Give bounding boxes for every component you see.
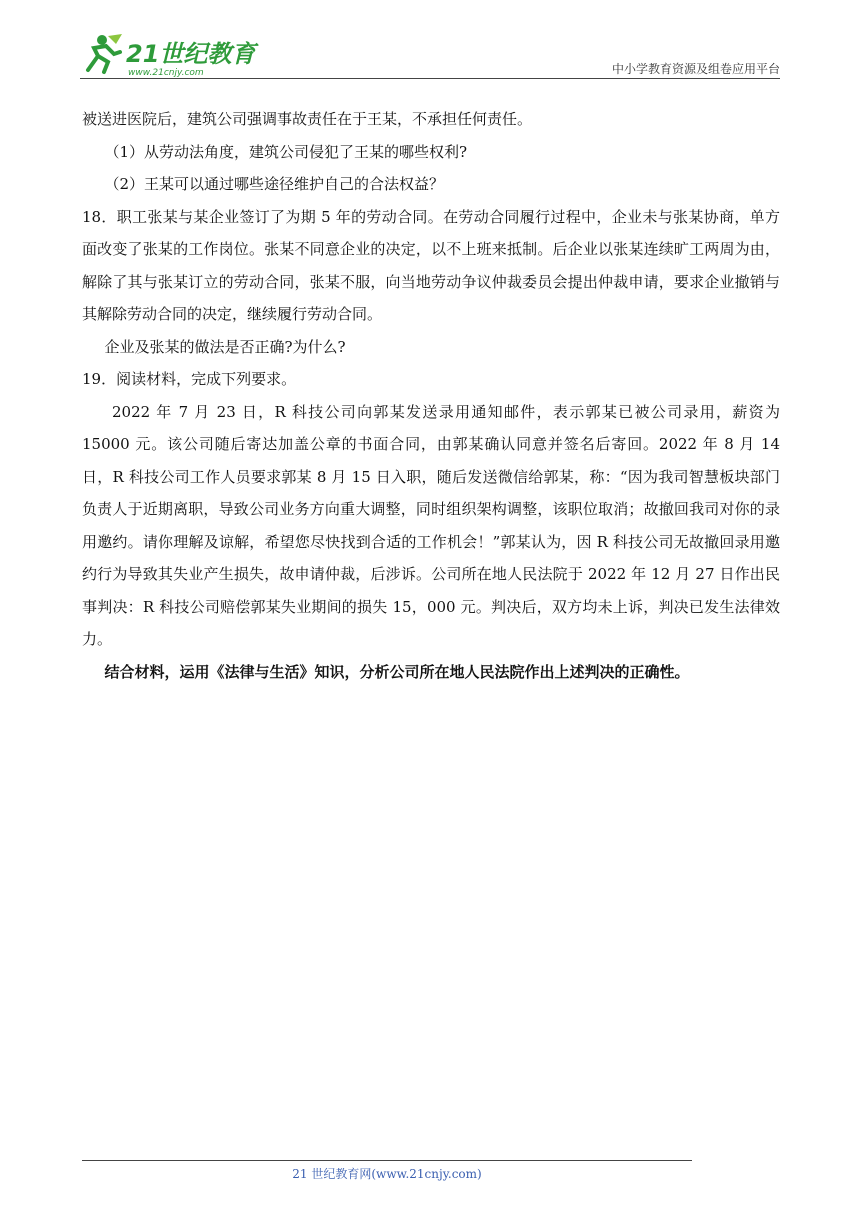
q18-question: 企业及张某的做法是否正确?为什么? — [104, 337, 346, 356]
header-platform-label: 中小学教育资源及组卷应用平台 — [611, 62, 780, 76]
logo-mark-text: 21世纪教育 — [126, 40, 256, 68]
header-divider — [80, 78, 780, 79]
logo-url-text: www.21cnjy.com — [128, 68, 204, 78]
site-logo — [80, 30, 280, 78]
document-body — [82, 103, 780, 688]
q19-material: 2022 年 7 月 23 日，R 科技公司向郭某发送录用通知邮件，表示郭某已被公司录用，薪资为 15000 元。该公司随后寄达加盖公章的书面合同，由郭某确认同意并签名后寄回。2022 年 8 月 14 日，R 科技公司工作人员要求郭某 8 月 15 日入职，随后发送微信给郭某，称：“因为我司智慧板块部门负责人于近期离职，导致公司业务方向重大调整，同时组织架构调整，该职位取消；故撤回我司对你的录用邀约。请你理解及谅解，希望您尽快找到合适的工作机会！”郭某认为，因 R 科技公司无故撤回录用邀约行为导致其失业产生损失，故申请仲裁，后涉诉。公司所在地人民法院于 2022 年 12 月 27 日作出民事判决：R 科技公司赔偿郭某失业期间的损失 15，000 元。判决后，双方均未上诉，判决已发生法律效力。 — [82, 402, 780, 648]
q18-text: 18．职工张某与某企业签订了为期 5 年的劳动合同。在劳动合同履行过程中，企业未与张某协商，单方面改变了张某的工作岗位。张某不同意企业的决定，以不上班来抵制。后企业以张某连续旷工两周为由，解除了其与张某订立的劳动合同，张某不服，向当地劳动争议仲裁委员会提出仲裁申请，要求企业撤销与其解除劳动合同的决定，继续履行劳动合同。 — [82, 207, 780, 323]
q17-tail-text: 被送进医院后，建筑公司强调事故责任在于王某，不承担任何责任。 — [82, 110, 533, 128]
q19-title: 19．阅读材料，完成下列要求。 — [82, 370, 297, 388]
q17-sub2: （2）王某可以通过哪些途径维护自己的合法权益？ — [104, 175, 445, 193]
page-footer: 21 世纪教育网(www.21cnjy.com) — [292, 1167, 482, 1181]
footer-divider — [82, 1160, 692, 1161]
page-header — [80, 30, 780, 80]
q19-task: 结合材料，运用《法律与生活》知识，分析公司所在地人民法院作出上述判决的正确性。 — [104, 662, 690, 681]
q17-sub1: （1）从劳动法角度，建筑公司侵犯了王某的哪些权利? — [104, 142, 468, 161]
